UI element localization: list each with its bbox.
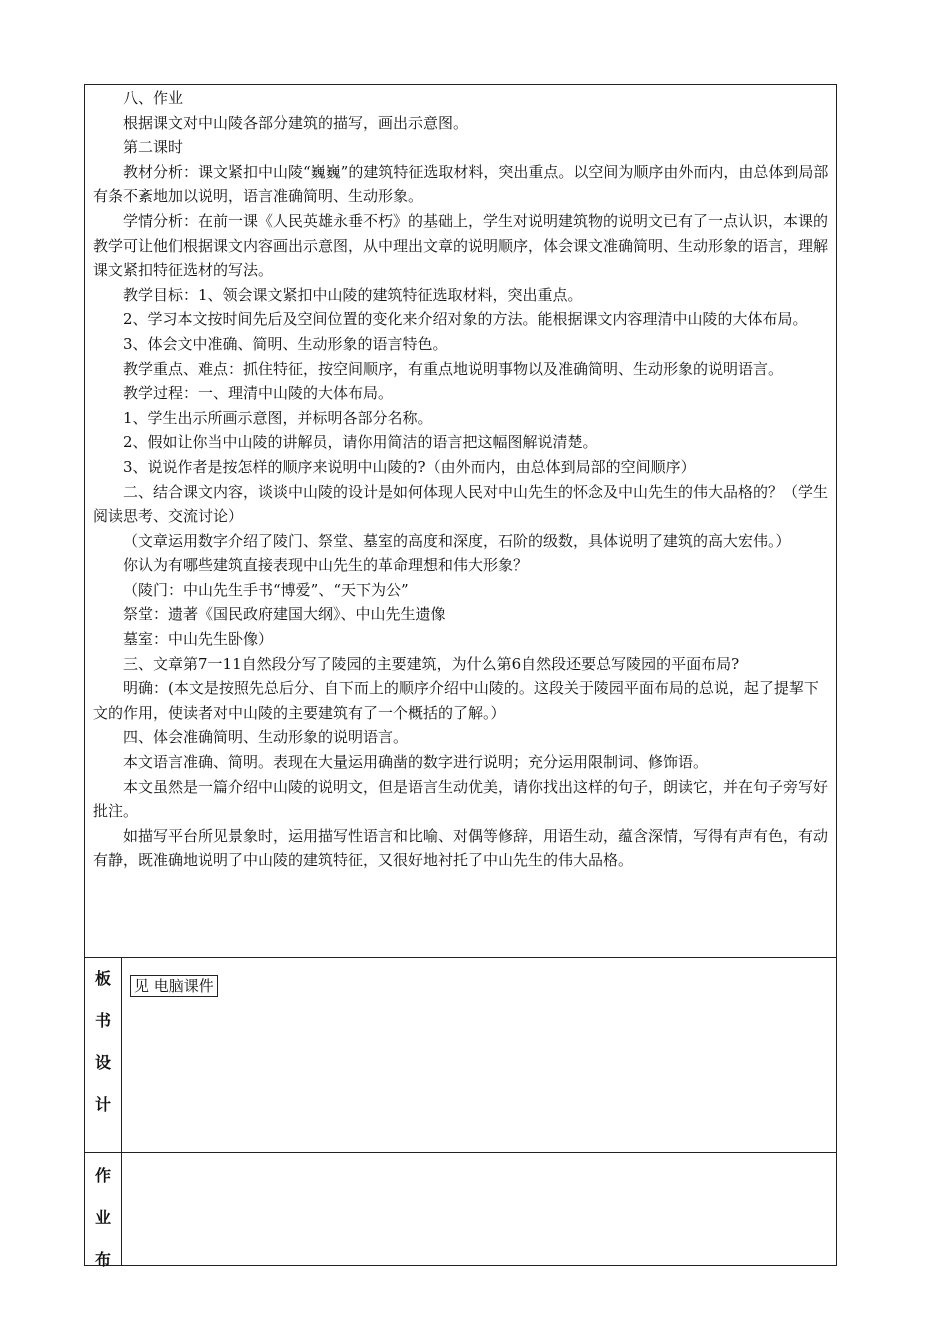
lesson-paragraph: 1、学生出示所画示意图，并标明各部分名称。 <box>123 408 433 427</box>
lesson-paragraph: 教学重点、难点：抓住特征，按空间顺序，有重点地说明事物以及准确简明、生动形象的说明语言。 <box>123 359 784 378</box>
row-divider-board <box>84 957 836 958</box>
lesson-paragraph: 本文语言准确、简明。表现在大量运用确凿的数字进行说明；充分运用限制词、修饰语。 <box>123 753 709 772</box>
homework-label-char: 作 <box>94 1166 111 1185</box>
board-design-label <box>86 958 120 1126</box>
lesson-paragraph: 你认为有哪些建筑直接表现中山先生的革命理想和伟大形象？ <box>123 556 529 575</box>
lesson-paragraph: 如描写平台所见景象时，运用描写性语言和比喻、对偶等修辞，用语生动，蕴含深情，写得有声有色，有动有静，既准确地说明了中山陵的建筑特征，又很好地衬托了中山先生的伟大品格。 <box>93 826 829 870</box>
label-column-divider <box>121 957 122 1265</box>
row-divider-homework <box>84 1152 836 1153</box>
lesson-paragraph: 墓室：中山先生卧像） <box>123 630 274 649</box>
lesson-paragraph: 2、假如让你当中山陵的讲解员，请你用简洁的语言把这幅图解说清楚。 <box>123 433 598 452</box>
lesson-paragraph: 本文虽然是一篇介绍中山陵的说明文，但是语言生动优美，请你找出这样的句子，朗读它，并在句子旁写好批注。 <box>93 777 829 821</box>
lesson-paragraph: 第二课时 <box>123 138 184 157</box>
board-design-label-char: 板 <box>94 969 111 988</box>
lesson-paragraph: （陵门：中山先生手书“博爱”、“天下为公” <box>123 580 409 599</box>
board-design-content: 见 电脑课件 <box>130 975 218 997</box>
board-design-label-char: 计 <box>94 1095 111 1114</box>
lesson-paragraph: 八、作业 <box>123 89 184 107</box>
lesson-paragraph: 教材分析：课文紧扣中山陵“巍巍”的建筑特征选取材料，突出重点。以空间为顺序由外而内，由总体到局部有条不紊地加以说明，语言准确简明、生动形象。 <box>93 162 829 206</box>
homework-label-char: 业 <box>94 1208 111 1227</box>
lesson-paragraph: 3、说说作者是按怎样的顺序来说明中山陵的?（由外而内，由总体到局部的空间顺序） <box>123 457 696 476</box>
lesson-paragraph: （文章运用数字介绍了陵门、祭堂、墓室的高度和深度，石阶的级数，具体说明了建筑的高大宏伟。） <box>123 531 791 550</box>
lesson-paragraph: 教学目标：1、领会课文紧扣中山陵的建筑特征选取材料，突出重点。 <box>123 285 583 304</box>
lesson-paragraph: 教学过程：一、理清中山陵的大体布局。 <box>123 384 394 403</box>
lesson-paragraph: 三、文章第7一11自然段分写了陵园的主要建筑，为什么第6自然段还要总写陵园的平面布局? <box>123 654 740 673</box>
lesson-paragraph: 祭堂：遗著《国民政府建国大纲》、中山先生遗像 <box>123 605 446 624</box>
lesson-paragraph: 2、学习本文按时间先后及空间位置的变化来介绍对象的方法。能根据课文内容理清中山陵的大体布局。 <box>123 310 808 329</box>
lesson-paragraph: 明确：(本文是按照先总后分、自下而上的顺序介绍中山陵的。这段关于陵园平面布局的总说，起了提挈下文的作用，使读者对中山陵的主要建筑有了一个概括的了解。） <box>93 679 819 722</box>
lesson-paragraph: 学情分析：在前一课《人民英雄永垂不朽》的基础上，学生对说明建筑物的说明文已有了一点认识，本课的教学可让他们根据课文内容画出示意图，从中理出文章的说明顺序，体会课文准确简明、生动形象的语言，理解课文紧扣特征选材的写法。 <box>93 211 829 280</box>
board-design-label-char: 设 <box>94 1053 111 1072</box>
board-design-label-char: 书 <box>94 1011 111 1030</box>
lesson-paragraph: 根据课文对中山陵各部分建筑的描写，画出示意图。 <box>123 113 469 132</box>
lesson-paragraph: 四、体会准确简明、生动形象的说明语言。 <box>123 728 409 747</box>
homework-label <box>86 1155 120 1281</box>
lesson-paragraph: 二、结合课文内容，谈谈中山陵的设计是如何体现人民对中山先生的怀念及中山先生的伟大品格的？（学生阅读思考、交流讨论） <box>93 482 829 526</box>
lesson-paragraph: 3、体会文中准确、简明、生动形象的语言特色。 <box>123 334 448 353</box>
lesson-content <box>93 86 833 873</box>
homework-label-char: 布 <box>94 1250 111 1269</box>
